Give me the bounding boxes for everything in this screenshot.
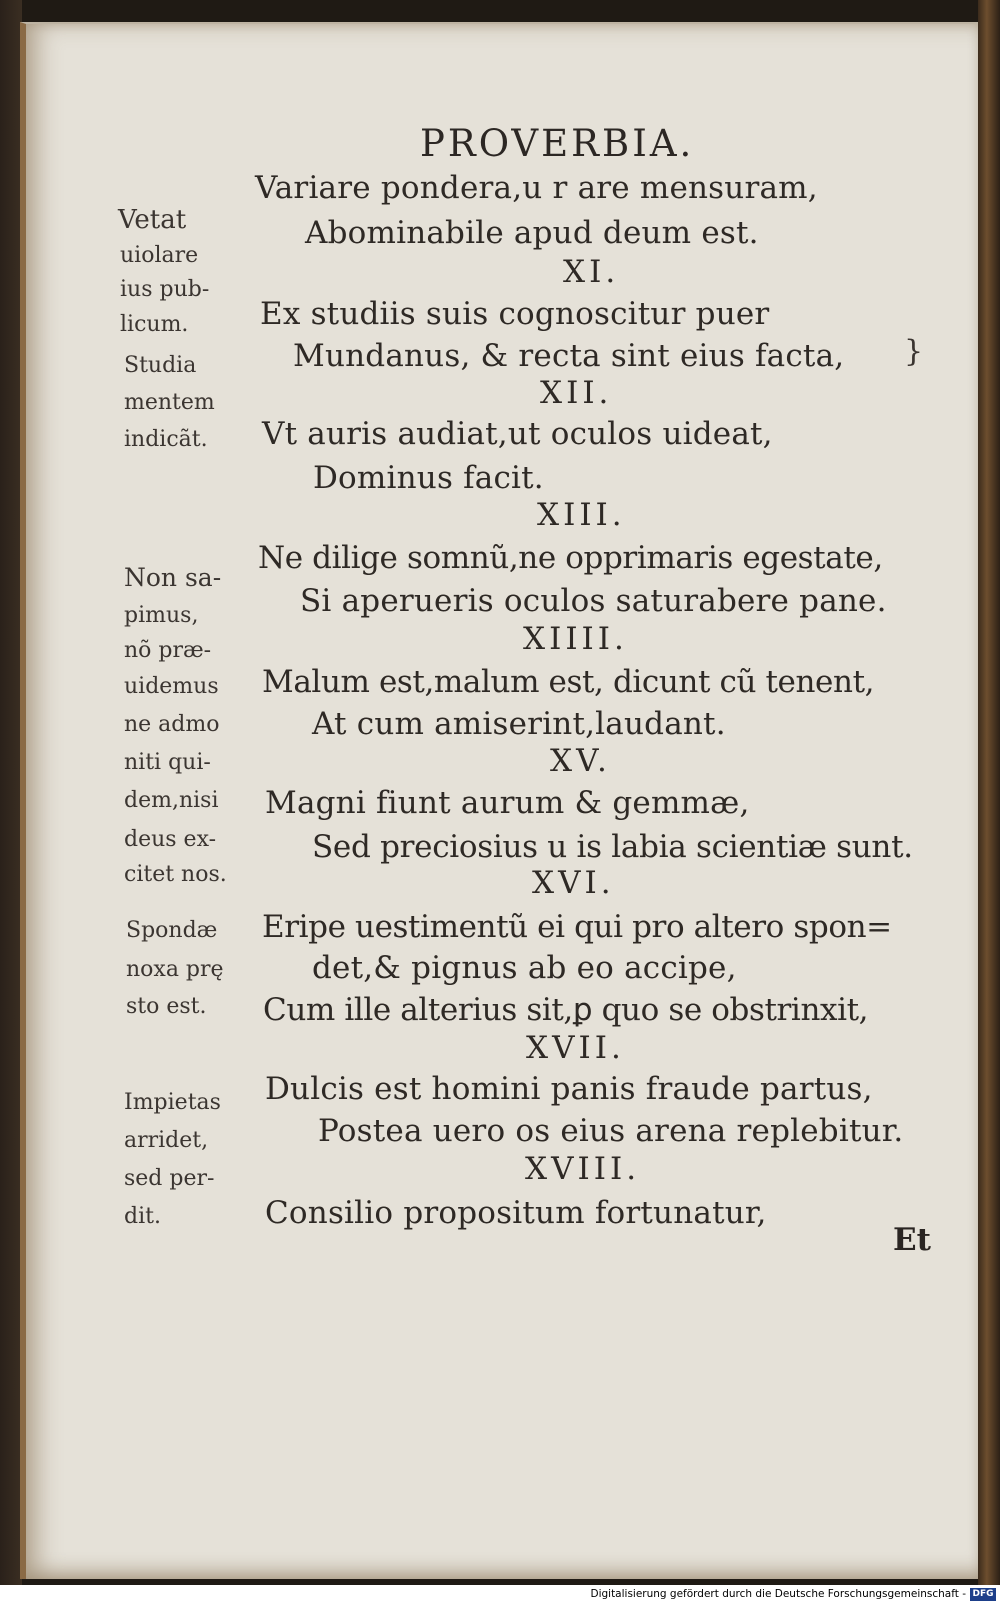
verse-line: Abominabile apud deum est. [305,215,759,251]
footer-bar [0,1585,1000,1605]
margin-note: licum. [120,312,189,337]
bracket-mark: } [904,334,924,369]
verse-line: Eripe uestimentũ ei qui pro altero spon= [262,909,892,945]
margin-note: Studia [124,353,197,378]
verse-line: At cum amiserint,laudant. [312,706,726,742]
margin-note: uidemus [124,674,219,699]
catchword: Et [893,1222,931,1258]
verse-numeral: XVIII. [525,1151,641,1187]
verse-numeral: XV. [550,743,611,779]
verse-line: det,& pignus ab eo accipe, [312,950,737,986]
margin-note: sed per- [124,1166,215,1191]
verse-numeral: XIIII. [523,621,628,657]
verse-numeral: XVI. [532,865,615,901]
verse-line: Consilio propositum fortunatur, [265,1195,767,1231]
margin-note: ius pub- [120,277,210,302]
margin-note: Impietas [124,1090,221,1115]
footer-credit: Digitalisierung gefördert durch die Deutsche Forschungsgemeinschaft - [590,1588,966,1600]
verse-numeral: XI. [563,254,620,290]
verse-line: Malum est,malum est, dicunt cũ tenent, [262,664,875,700]
book-spine-shadow [0,0,22,1585]
book-edge [978,0,1000,1585]
verse-line: Dominus facit. [313,460,544,496]
verse-line: Ne dilige somnũ,ne opprimaris egestate, [258,540,883,576]
verse-numeral: XIII. [537,497,626,533]
verse-line: Variare pondera,u r are mensuram, [255,170,818,206]
margin-note: Spondæ [126,918,218,943]
margin-note: Vetat [118,205,187,235]
verse-line: Si aperueris oculos saturabere pane. [300,583,887,619]
margin-note: nõ præ- [124,638,212,663]
verse-line: Cum ille alterius sit,ꝑ quo se obstrinxit, [263,992,869,1028]
verse-line: Magni fiunt aurum & gemmæ, [265,785,750,821]
verse-line: Ex studiis suis cognoscitur puer [260,296,770,332]
verse-line: Dulcis est homini panis fraude partus, [265,1071,873,1107]
margin-note: dit. [124,1204,161,1229]
margin-note: arridet, [124,1128,209,1153]
verse-numeral: XII. [540,375,613,411]
margin-note: pimus, [124,603,199,628]
verse-line: Mundanus, & recta sint eius facta, [293,338,845,374]
margin-note: indicãt. [124,427,208,452]
margin-note: citet nos. [124,862,227,887]
margin-note: uiolare [120,243,199,268]
margin-note: sto est. [126,994,207,1019]
margin-note: dem,nisi [124,788,219,813]
margin-note: deus ex- [124,827,217,852]
verse-line: Sed preciosius u is labia scientiæ sunt. [312,829,913,865]
margin-note: mentem [124,390,215,415]
verse-numeral: XVII. [526,1030,625,1066]
margin-note: noxa prę [126,957,224,982]
margin-note: niti qui- [124,750,211,775]
verse-line: Vt auris audiat,ut oculos uideat, [262,416,773,452]
running-head: PROVERBIA. [420,122,695,165]
margin-note: Non sa- [124,563,222,592]
dfg-logo: DFG [970,1588,996,1601]
margin-note: ne admo [124,712,220,737]
verse-line: Postea uero os eius arena replebitur. [318,1113,904,1149]
